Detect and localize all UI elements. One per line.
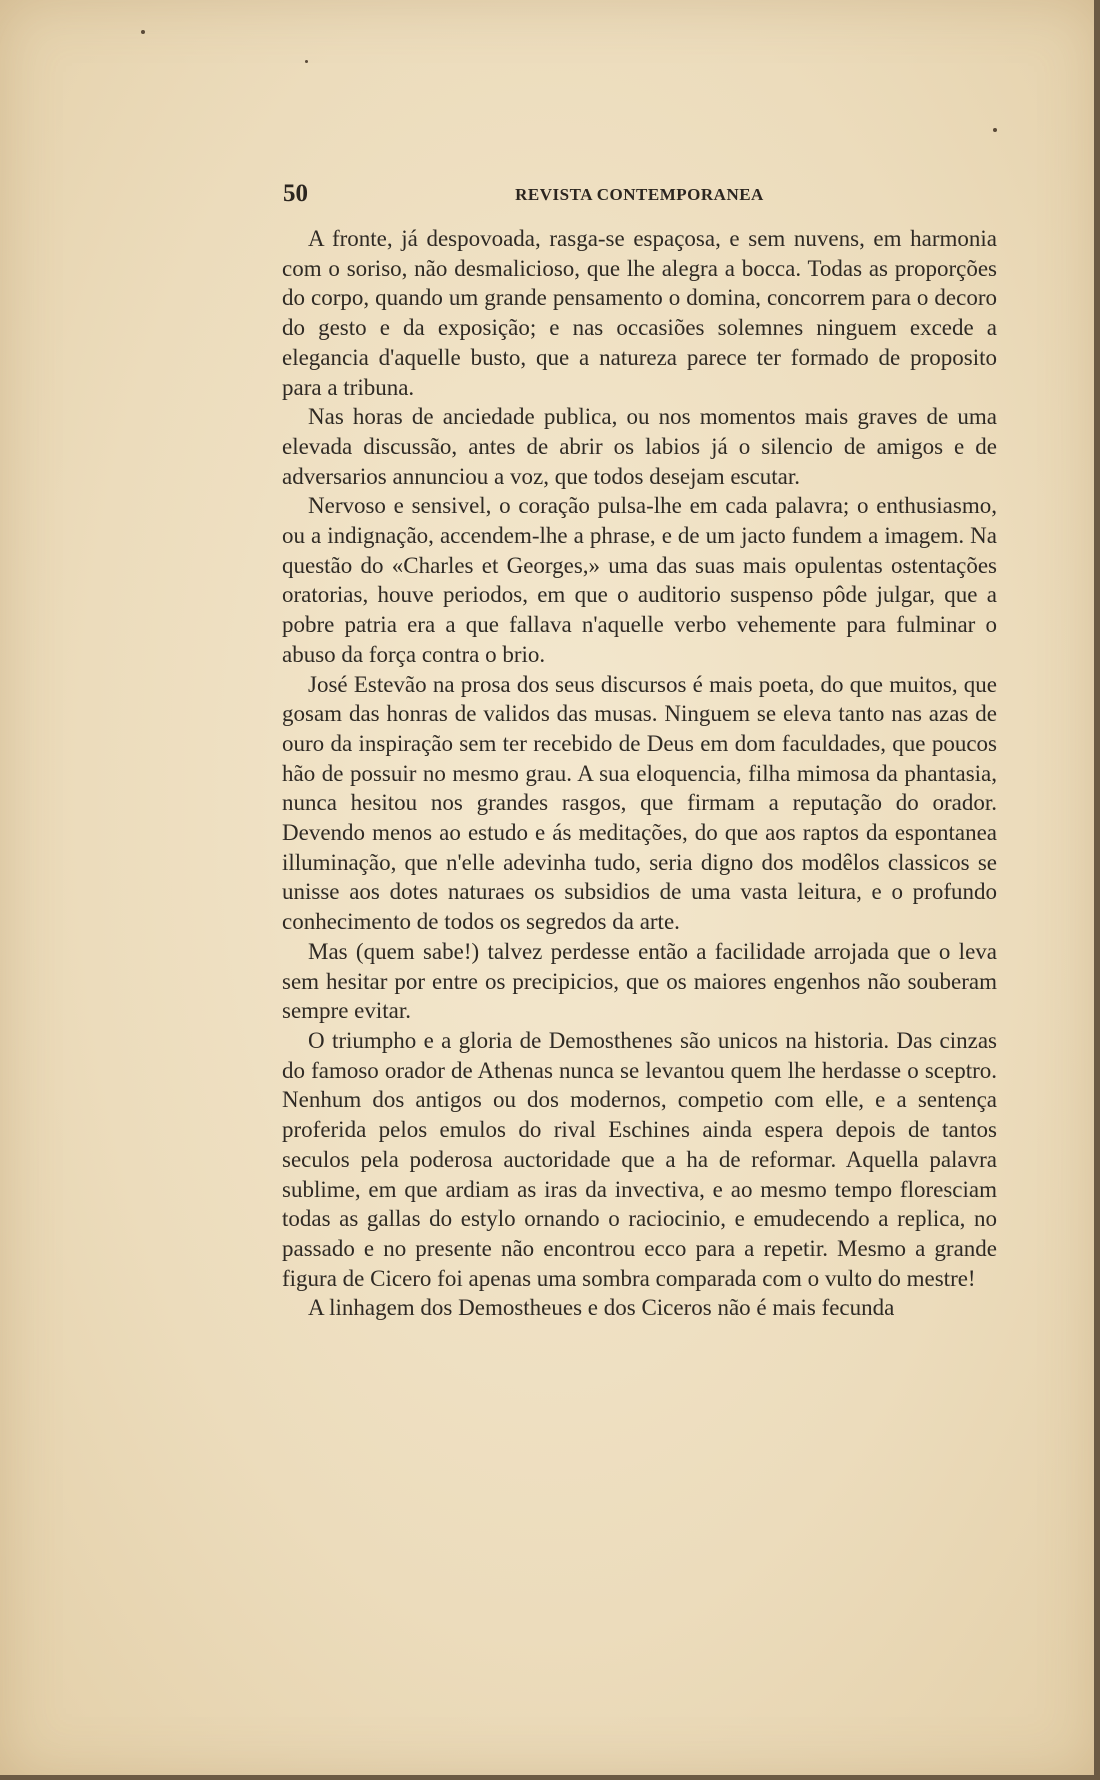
page-number: 50 — [283, 180, 308, 207]
running-title: REVISTA CONTEMPORANEA — [515, 185, 764, 204]
paragraph: Nas horas de anciedade publica, ou nos momentos mais graves de uma elevada discussão, antes de abrir os labios já o silencio de amigos e de adversarios annunciou a voz, que todos desejam escutar. — [282, 404, 997, 489]
body-text — [282, 224, 997, 1323]
paragraph: Mas (quem sabe!) talvez perdesse então a facilidade arrojada que o leva sem hesitar por entre os precipicios, que os maiores engenhos não souberam sempre evitar. — [282, 938, 997, 1024]
paragraph: A linhagem dos Demostheues e dos Ciceros não é mais fecunda — [308, 1295, 895, 1321]
page-edge-right — [1094, 0, 1100, 1780]
paragraph: A fronte, já despovoada, rasga-se espaçosa, e sem nuvens, em harmonia com o soriso, não desmalicioso, que lhe alegra a bocca. Todas as proporções do corpo, quando um grande pensamento o domina, concorrem para o decoro do gesto e da exposição; e nas occasiões solemnes ninguem excede a elegancia d'aquelle busto, que a natureza parece ter formado de proposito para a tribuna. — [282, 226, 997, 400]
page-edge-bottom — [0, 1775, 1100, 1780]
paragraph: Nervoso e sensivel, o coração pulsa-lhe em cada palavra; o enthusiasmo, ou a indignação, accendem-lhe a phrase, e de um jacto fundem a imagem. Na questão do «Charles et Georges,» uma das suas mais opulentas ostentações oratorias, houve periodos, em que o auditorio suspenso pôde julgar, que a pobre patria era a que fallava n'aquelle verbo vehemente para fulminar o abuso da força contra o brio. — [282, 493, 997, 667]
paragraph: José Estevão na prosa dos seus discursos é mais poeta, do que muitos, que gosam das honras de validos das musas. Ninguem se eleva tanto nas azas de ouro da inspiração sem ter recebido de Deus em dom faculdades, que poucos hão de possuir no mesmo grau. A sua eloquencia, filha mimosa da phantasia, nunca hesitou nos grandes rasgos, que firmam a reputação do orador. Devendo menos ao estudo e ás meditações, do que aos raptos da espontanea illuminação, que n'elle adevinha tudo, seria digno dos modêlos classicos se unisse aos dotes naturaes os subsidios de uma vasta leitura, e o profundo conhecimento de todos os segredos da arte. — [282, 671, 997, 935]
ink-speck — [305, 60, 308, 63]
paragraph: O triumpho e a gloria de Demosthenes são unicos na historia. Das cinzas do famoso orador de Athenas nunca se levantou quem lhe herdasse o sceptro. Nenhum dos antigos ou dos modernos, competio com elle, e a sentença proferida pelos emulos do rival Eschines ainda espera depois de tantos seculos pela poderosa auctoridade que a ha de reformar. Aquella palavra sublime, em que ardiam as iras da invectiva, e ao mesmo tempo floresciam todas as gallas do estylo ornando o raciocinio, e emudecendo a replica, no passado e no presente não encontrou ecco para a repetir. Mesmo a grande figura de Cicero foi apenas uma sombra comparada com o vulto do mestre! — [282, 1027, 997, 1291]
ink-speck — [141, 30, 145, 34]
page-header — [283, 180, 996, 212]
ink-speck — [993, 128, 997, 132]
